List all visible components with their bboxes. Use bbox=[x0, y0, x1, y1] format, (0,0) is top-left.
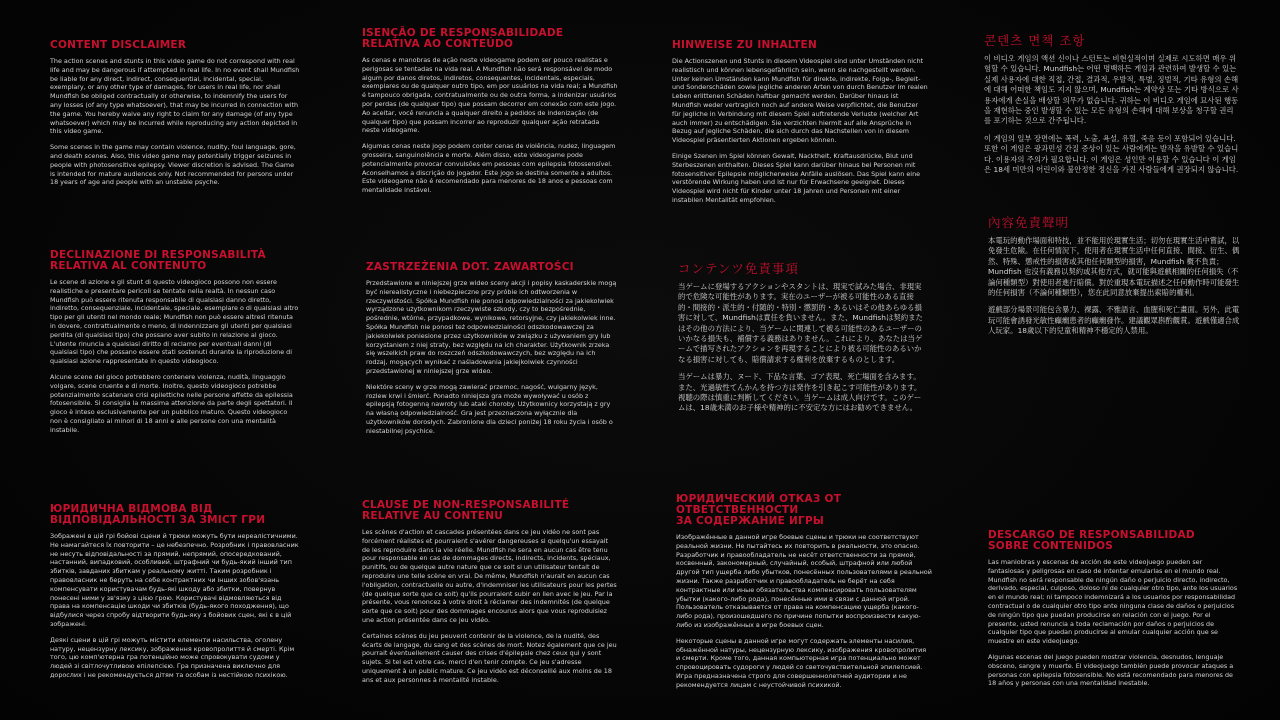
panel-title: ISENÇÃO DE RESPONSABILIDADE RELATIVA AO CONTEÚDO bbox=[362, 27, 564, 50]
panel-paragraph: Algunas escenas del juego pueden mostrar violencia, desnudos, lenguaje obsceno, sangre y muerte. El videojuego también puede provocar ataques a personas con epilepsia fotosensible. No está recomendado para menores de 18 años y personas con una mentalidad inestable. bbox=[988, 652, 1234, 688]
disclaimer-panel-ru bbox=[676, 493, 932, 689]
panel-paragraph: Einige Szenen im Spiel können Gewalt, Nacktheit, Kraftausdrücke, Blut und Sterbeszenen enthalten. Dieses Spiel kann darüber hinaus bei Personen mit fotosensitiver Epilepsie möglicherweise Anfälle auslösen. Das Spiel kann eine verstörende Wirkung haben und ist nur für Erwachsene geeignet. Dieses Videospiel wird nicht für Kinder unter 18 Jahren und Personen mit einer instabilen Mentalität empfohlen. bbox=[672, 151, 921, 204]
panel-title: HINWEISE ZU INHALTEN bbox=[672, 39, 818, 51]
panel-paragraph: 本電玩的動作場面和特技，並不能用於現實生活；切勿在現實生活中嘗試，以免發生危險。在任何情況下，使用者在現實生活中任何直接、間接、衍生、偶然、特殊、懲戒性的損害或其他任何類型的損害，Mundfish 概不負責；Mundfish 也沒有義務以契約或其他方式，就可能與遊戲相關的任何損失（不論何種類型）對使用者進行賠償。對於重現本電玩描述之任何動作時可能發生的任何損害（不論何種類型），您在此同意放棄提出索賠的權利。 bbox=[988, 236, 1240, 298]
panel-title: DESCARGO DE RESPONSABILIDAD SOBRE CONTENIDOS bbox=[988, 529, 1195, 552]
panel-paragraph: Die Actionszenen und Stunts in diesem Videospiel sind unter Umständen nicht realistisch und können lebensgefährlich sein, wenn sie nachgestellt werden. Unter keinen Umständen kann Mundfish für direkte, indirekte, Folge-, Begleit- und Sonderschäden sowie jegliche anderen Arten von durch Benutzer im realen Leben erlittenen Schäden haftbar gemacht werden. Darüber hinaus ist Mundfish weder vertraglich noch auf andere Weise verpflichtet, die Benutzer für jegliche in Verbindung mit diesem Spiel auftretende Verluste (welcher Art auch immer) zu entschädigen. Sie verzichten hiermit auf alle Ansprüche in Bezug auf jegliche Schäden, die sich durch das Nachstellen von in diesem Videospiel präsentierten Aktionen ergeben können. bbox=[672, 57, 928, 145]
panel-title: DECLINAZIONE DI RESPONSABILITÀ RELATIVA AL CONTENUTO bbox=[50, 249, 266, 272]
panel-title: ЮРИДИЧЕСКИЙ ОТКАЗ ОТ ОТВЕТСТВЕННОСТИ ЗА СОДЕРЖАНИЕ ИГРЫ bbox=[676, 493, 842, 527]
disclaimer-panel-uk bbox=[50, 504, 300, 684]
panel-paragraph: Le scene di azione e gli stunt di questo videogioco possono non essere realistiche e presentare pericoli se tentate nella realtà. In nessun caso Mundfish può essere ritenuta responsabile di qualsiasi danno diretto, indiretto, consequenziale, incidentale, speciale, esemplare o di qualsiasi altro tipo per gli utenti nel mondo reale; Mundfish non può essere altresì ritenuta in dovere, contrattualmente o meno, di indennizzare gli utenti per qualsiasi perdita (di qualsiasi tipo) che possano aver subito in relazione al gioco. L'utente rinuncia a qualsiasi diritto di reclamo per eventuali danni (di qualsiasi tipo) che possano essere stati sostenuti durante la riproduzione di qualsiasi azione rappresentate in questo videogioco. bbox=[50, 278, 299, 366]
panel-paragraph: Algumas cenas neste jogo podem conter cenas de violência, nudez, linguagem grosseira, sanguinolência e morte. Além disso, este videogame pode potencialmente provocar convulsões em pessoas com epilepsia fotossensível. Aconselhamos a discrição do jogador. Este jogo se destina somente a adultos. Este videogame não é recomendado para menores de 18 anos e pessoas com mentalidade instável. bbox=[362, 142, 616, 195]
panel-title: 콘텐츠 면책 조항 bbox=[984, 33, 1086, 48]
panel-paragraph: As cenas e manobras de ação neste videogame podem ser pouco realistas e perigosas se tentadas na vida real. A Mundfish não será responsável de modo algum por danos diretos, indiretos, consequentes, incidentais, especiais, exemplares ou de qualquer outro tipo, em por usuários na vida real; a Mundfish é tampouco obrigada, contratualmente ou de outra forma, a indenizar usuários por perdas (de qualquer tipo) que possam decorrer em conexão com este jogo. Ao aceitar, você renuncia a qualquer direito a pedidos de indenização (de qualquer tipo) que possam incorrer ao reproduzir qualquer ação retratada neste videogame. bbox=[362, 56, 618, 135]
panel-paragraph: Изображённые в данной игре боевые сцены и трюки не соответствуют реальной жизни. Не пытайтесь их повторить в реальности, это опасно. Разработчик и правообладатель не несёт ответственности за прямой, косвенный, закономерный, случайный, особый, штрафной или любой другой тип ущерба либо убытков, понесённых пользователями в реальной жизни. Также разработчик и правообладатель не берёт на себя контрактные или иные обязательства компенсировать пользователям убытки (какого-либо рода), понесённые ими в связи с данной игрой. Пользователь отказывается от права на компенсацию ущерба (какого-либо рода), произошедшего по причине попытки воспроизвести какую-либо из изображённых в игре боевых сцен. bbox=[676, 533, 932, 629]
disclaimer-panel-de bbox=[672, 40, 928, 240]
panel-paragraph: 遊戲部分場景可能包含暴力、裸露、不雅語言、血腥和死亡畫面。另外，此電玩可能會誘發光敏性癲癇患者的癲癇發作。建議觀眾斟酌觀賞。遊戲僅適合成人玩家。18歲以下的兒童和精神不穩定的人禁用。 bbox=[988, 305, 1240, 336]
disclaimer-panel-it bbox=[50, 250, 300, 450]
panel-paragraph: Some scenes in the game may contain violence, nudity, foul language, gore, and death scenes. Also, this video game may potentially trigger seizures in people with photosensitive epilepsy. Viewer discretion is advised. The Game is intended for mature audiences only. Not recommended for persons under 18 years of age and people with an unstable psyche. bbox=[50, 143, 296, 187]
panel-title: ЮРИДИЧНА ВІДМОВА ВІД ВІДПОВІДАЛЬНОСТІ ЗА ЗМІСТ ГРИ bbox=[50, 503, 266, 526]
disclaimer-panel-pl bbox=[366, 262, 618, 462]
panel-title: コンテンツ免責事項 bbox=[678, 261, 799, 276]
panel-paragraph: 当ゲームに登場するアクションやスタントは、現実で試みた場合、非現実的で危険な可能性があります。実在のユーザーが被る可能性のある直接的・間接的・派生的・付随的・特別・懲罰的・あるいはその他あらゆる損害に対して、Mundfishは責任を負いません。また、Mundfishは契約またはその他の方法により、当ゲームに関連して被る可能性のあるユーザーのいかなる損失も、補償する義務はありません。これにより、あなたは当ゲームで描写されたアクションを再現することにより被る可能性のあるいかなる損害に対しても、賠償請求する権利を放棄するものとします。 bbox=[678, 282, 923, 364]
panel-title: 內容免責聲明 bbox=[988, 215, 1070, 230]
disclaimer-panel-es bbox=[988, 530, 1240, 700]
panel-paragraph: Przedstawione w niniejszej grze wideo sceny akcji i popisy kaskaderskie mogą być nierealistyczne i niebezpieczne przy próbie ich odtworzenia w rzeczywistości. Spółka Mundfish nie ponosi odpowiedzialności za jakiekolwiek wyrządzone użytkownikom rzeczywiste szkody, czy to bezpośrednie, pośrednie, wtórne, przypadkowe, wynikowe, retorsyjne, czy jakiekolwiek inne. Spółka Mundfish nie ponosi też odpowiedzialności odszkodowawczej za jakiekolwiek poniesione przez użytkowników w związku z używaniem gry lub korzystaniem z niej straty, bez względu na ich charakter. Użytkownik zrzeka się wszelkich praw do roszczeń odszkodowawczych, bez względu na ich rodzaj, mogących wynikać z naśladowania jakiejkolwiek czynności przedstawionej w niniejszej grze wideo. bbox=[366, 279, 617, 375]
disclaimer-panel-fr bbox=[362, 500, 618, 690]
disclaimer-panel-ja bbox=[678, 262, 928, 462]
panel-paragraph: Зображені в цій грі бойові сцени й трюки можуть бути нереалістичними. Не намагайтеся їх повторити – це небезпечно. Розробник і правовласник не несуть відповідальності за прямий, непрямий, опосередкований, настанний, випадковий, особливий, штрафний чи будь-який інший тип збитків, завданих збиткам у реальному житті. Таким розробник і правовласник не беруть на себе контрактних чи інших зобов'язань компенсувати користувачам будь-які шкоду або збитки, повернув понесені ними у зв'язку з цією грою. Користувачі відмовляються від права на компенсацію шкоди чи збитків (будь-якого походження), що відбулися через спробу відтворити будь-яку з бойових сцен, які є в цій зображені. bbox=[50, 532, 299, 628]
panel-paragraph: 이 게임의 일부 장면에는 폭력, 노출, 욕설, 유혈, 죽음 등이 포함되어 있습니다. 또한 이 게임은 광과민성 간질 증상이 있는 사람에게는 발작을 유발할 수 있습니다. 이용자의 주의가 필요합니다. 이 게임은 성인만 이용할 수 있습니다 이 게임은 18세 미만의 어린이와 불안정한 정신을 가진 사람들에게 권장되지 않습니다. bbox=[984, 133, 1239, 175]
disclaimer-panel-zh-tw bbox=[988, 216, 1240, 376]
panel-paragraph: 当ゲームは暴力、ヌード、下品な言葉、ゴア表現、死亡場面を含みます。また、光過敏性てんかんを持つ方は発作を引き起こす可能性があります。視聴の際は慎重に判断してください。当ゲームは成人向けです。このゲームは、18歳未満のお子様や精神的に不安定な方にはお勧めできません。 bbox=[678, 372, 922, 413]
disclaimer-panel-ko bbox=[984, 34, 1240, 234]
panel-paragraph: Las maniobras y escenas de acción de este videojuego pueden ser fantasiosas y peligrosas en caso de intentar emularlas en el mundo real. Mundfish no será responsable de ningún daño o perjuicio directo, indirecto, derivado, especial, culposo, doloso ni de cualquier otro tipo, ante los usuarios en el mundo real; ni tampoco indemnizará a los usuarios por responsabilidad contractual o de cualquier otro tipo ante ninguna clase de daños o perjuicios de ningún tipo que puedan producirse en relación con el juego. Por el presente, usted renuncia a toda reclamación por daños o perjuicios de cualquier tipo que puedan producirse al emular cualquier acción que se muestre en este videojuego. bbox=[988, 558, 1238, 646]
panel-title: CONTENT DISCLAIMER bbox=[50, 39, 187, 51]
panel-paragraph: Деякі сцени в цій грі можуть містити елементи насильства, оголену натуру, нецензурну лексику, зображення кровопролиття й смерті. Крім того, цю комп'ютерна гра потенційно може спровокувати судоми у людей зі світлочутливою епілепсією. Гра призначена виключно для дорослих і не рекомендується дітям та особам із нестійкою психікою. bbox=[50, 635, 295, 679]
disclaimer-panel-pt bbox=[362, 28, 618, 238]
panel-paragraph: Certaines scènes du jeu peuvent contenir de la violence, de la nudité, des écarts de langage, du sang et des scènes de mort. Notez également que ce jeu pourrait éventuellement causer des crises d'épilepsie chez ceux qui y sont sujets. Si tel est votre cas, merci d'en tenir compte. Ce jeu s'adresse uniquement à un public mature. Ce jeu vidéo est déconseillé aux moins de 18 ans et aux personnes à mentalité instable. bbox=[362, 631, 617, 684]
panel-paragraph: Alcune scene del gioco potrebbero contenere violenza, nudità, linguaggio volgare, scene cruente e di morte. Inoltre, questo videogioco potrebbe potenzialmente scatenare crisi epilettiche nelle persone affette da epilessia fotosensibile. Si consiglia la massima attenzione da parte degli spettatori. Il gioco è inteso esclusivamente per un pubblico maturo. Questo videogioco non è consigliato ai minori di 18 anni e alle persone con una mentalità instabile. bbox=[50, 372, 293, 434]
panel-paragraph: Некоторые сцены в данной игре могут содержать элементы насилия, обнажённой натуры, нецензурную лексику, изображения кровопролития и смерти. Кроме того, данная компьютерная игра потенциально может спровоцировать судороги у людей со светочувствительной эпилепсией. Игра предназначена строго для совершеннолетней аудитории и не рекомендуется лицам с неустойчивой психикой. bbox=[676, 636, 927, 689]
panel-paragraph: Niektóre sceny w grze mogą zawierać przemoc, nagość, wulgarny język, rozlew krwi i śmierć. Ponadto niniejsza gra może wywoływać u osób z epilepsją fotogenną nawroty lub ataki choroby. Użytkownicy korzystają z gry na własną odpowiedzialność. Gra jest przeznaczona wyłącznie dla użytkowników dorosłych. Zabronione dla dzieci poniżej 18 roku życia i osób o niestabilnej psychice. bbox=[366, 382, 613, 435]
disclaimer-panel-en bbox=[50, 40, 300, 240]
panel-paragraph: Les scènes d'action et cascades présentées dans ce jeu vidéo ne sont pas forcément réalistes et pourraient s'avérer dangereuses si quelqu'un essayait de les reproduire dans la vie réelle. Mundfish ne sera en aucun cas être tenu pour responsable en cas de dommages directs, indirects, incidents, spéciaux, punitifs, ou de quelque autre nature que ce soit si un utilisateur tentait de reproduire une telle scène en vrai. De même, Mundfish n'aurait en aucun cas l'obligation, contractuelle ou autre, d'indemniser les utilisateurs pour les pertes (de quelque sorte que ce soit) qu'ils pourraient subir en lien avec le jeu. Par la présente, vous renoncez à votre droit à réclamer des indemnités (de quelque sorte que ce soit) pour des dommages encourus alors que vous reproduisiez une action présentée dans ce jeu vidéo. bbox=[362, 528, 617, 624]
panel-paragraph: The action scenes and stunts in this video game do not correspond with real life and may be dangerous if attempted in real life. In no event shall Mundfish be liable for any direct, indirect, consequential, incidental, special, exemplary, or any other type of damages, for users in real life, nor shall Mundfish be obliged contractually or otherwise, to indemnify the users for any losses (of any type whatsoever), that may be incurred in connection with the game. You hereby waive any right to claim for any damage (of any type whatsoever) which may be incurred while reproducing any action depicted in this video game. bbox=[50, 57, 300, 136]
panel-paragraph: 이 비디오 게임의 액션 신이나 스턴트는 비현실적이며 실제로 시도하면 매우 위험할 수 있습니다. Mundfish는 어떤 명백하든 게임과 관련하여 발생할 수 있는 실제 사용자에 대한 직접, 간접, 결과적, 우발적, 특별, 징벌적, 기타 유형의 손해에 대해 어떠한 책임도 지지 않으며, Mundfish는 계약상 또는 기타 방식으로 사용자에게 손실을 배상할 의무가 없습니다. 귀하는 이 비디오 게임에 묘사된 행동을 재현하는 중인 발생할 수 있는 모든 유형의 손해에 대해 보상을 청구할 권리를 포기하는 것으로 간주됩니다. bbox=[984, 54, 1239, 126]
panel-title: CLAUSE DE NON-RESPONSABILITÉ RELATIVE AU CONTENU bbox=[362, 499, 570, 522]
panel-title: ZASTRZEŻENIA DOT. ZAWARTOŚCI bbox=[366, 261, 574, 273]
